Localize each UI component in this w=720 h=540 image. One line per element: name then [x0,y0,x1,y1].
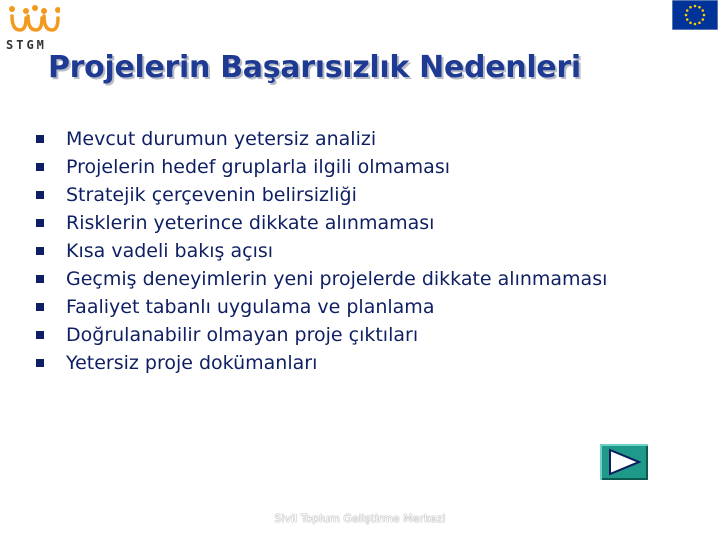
bullet-square-icon [36,275,44,283]
bullet-item [36,265,607,293]
bullet-square-icon [36,219,44,227]
footer-text: Sivil Toplum Geliştirme Merkezi [274,512,446,525]
bullet-item [36,181,607,209]
bullet-item [36,349,607,377]
bullet-item [36,321,607,349]
next-slide-button[interactable] [600,444,648,480]
bullet-list [36,125,607,377]
bullet-text: Stratejik çerçevenin belirsizliği [66,184,357,206]
bullet-text: Projelerin hedef gruplarla ilgili olmaması [66,156,451,178]
play-triangle-icon [604,447,644,477]
bullet-square-icon [36,331,44,339]
bullet-item [36,209,607,237]
bullet-item [36,293,607,321]
bullet-text: Yetersiz proje dokümanları [66,352,318,374]
stgm-people-icon [8,4,60,36]
bullet-square-icon [36,163,44,171]
bullet-square-icon [36,135,44,143]
bullet-text: Mevcut durumun yetersiz analizi [66,128,377,150]
bullet-item [36,237,607,265]
bullet-square-icon [36,191,44,199]
bullet-text: Risklerin yeterince dikkate alınmaması [66,212,435,234]
bullet-item [36,153,607,181]
stgm-logo [6,4,62,50]
eu-flag-icon [672,0,718,30]
bullet-square-icon [36,303,44,311]
bullet-square-icon [36,359,44,367]
bullet-text: Kısa vadeli bakış açısı [66,240,274,262]
slide-title: Projelerin Başarısızlık Nedenleri [48,50,581,85]
bullet-item [36,125,607,153]
logo-text: STGM [6,38,47,52]
bullet-text: Faaliyet tabanlı uygulama ve planlama [66,296,435,318]
bullet-text: Doğrulanabilir olmayan proje çıktıları [66,324,419,346]
bullet-square-icon [36,247,44,255]
bullet-text: Geçmiş deneyimlerin yeni projelerde dikkate alınmaması [66,268,608,290]
